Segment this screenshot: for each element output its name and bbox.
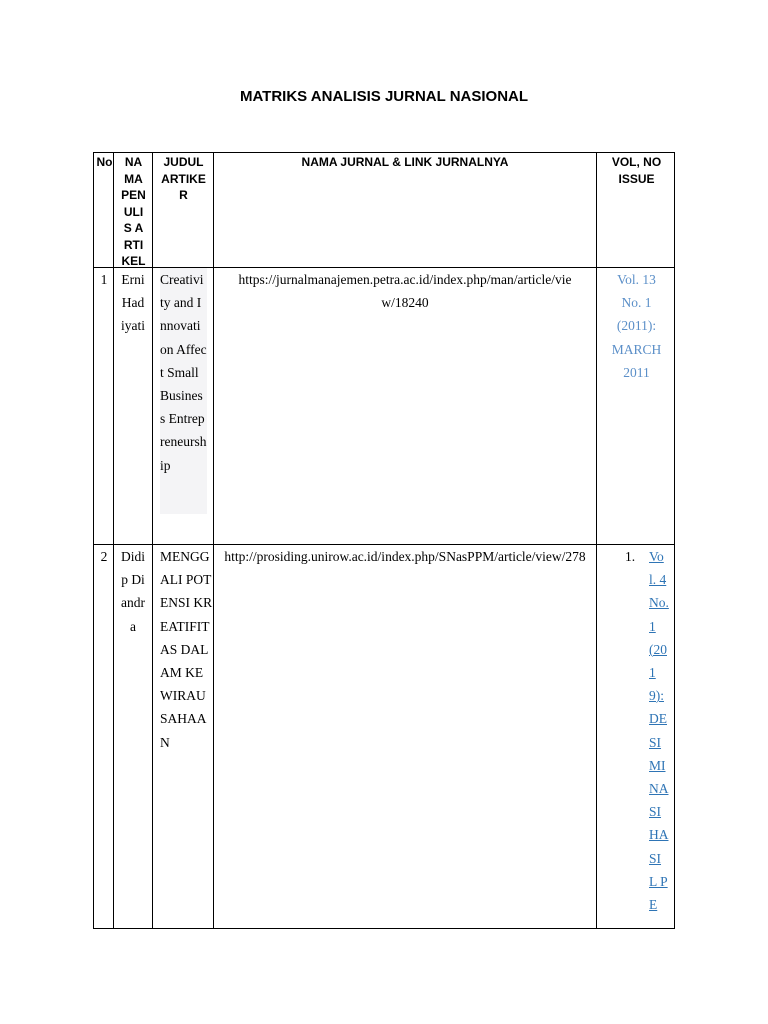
page-title: MATRIKS ANALISIS JURNAL NASIONAL	[239, 88, 529, 105]
row1-vol-issue-link[interactable]: Vol. 13 No. 1 (2011): MARCH 2011	[611, 272, 662, 380]
header-journal: NAMA JURNAL & LINK JURNALNYA	[301, 155, 509, 169]
row1-no: 1	[100, 272, 108, 287]
row2-vol-issue-link[interactable]: Vol. 4 No. 1 (2019): DESIMINASI HASIL PE	[649, 549, 669, 913]
row2-author: Didip Diandra	[120, 549, 145, 634]
row2-no: 2	[100, 549, 108, 564]
column-divider	[152, 153, 153, 928]
header-vol-issue: VOL, NO ISSUE	[611, 155, 662, 186]
row2-article-title: MENGGALI POTENSI KREATIFITAS DALAM KEWIRAUSAHAAN	[160, 549, 213, 750]
row2-journal-link[interactable]: http://prosiding.unirow.ac.id/index.php/SNasPPM/article/view/278	[224, 549, 586, 564]
header-article-title: JUDUL ARTIKER	[161, 155, 206, 202]
row1-author: Erni Hadiyati	[121, 272, 145, 334]
row1-journal-link[interactable]: https://jurnalmanajemen.petra.ac.id/index.php/man/article/view/18240	[238, 272, 572, 311]
header-author: NAMA PENULIS ARTIKEL	[121, 155, 146, 267]
analysis-matrix-table	[93, 152, 675, 929]
header-no: No	[96, 155, 113, 169]
row1-article-title: Creativity and Innovation Affect Small Business Entrepreneurship	[160, 268, 207, 514]
row2-list-number: 1.	[625, 549, 636, 564]
